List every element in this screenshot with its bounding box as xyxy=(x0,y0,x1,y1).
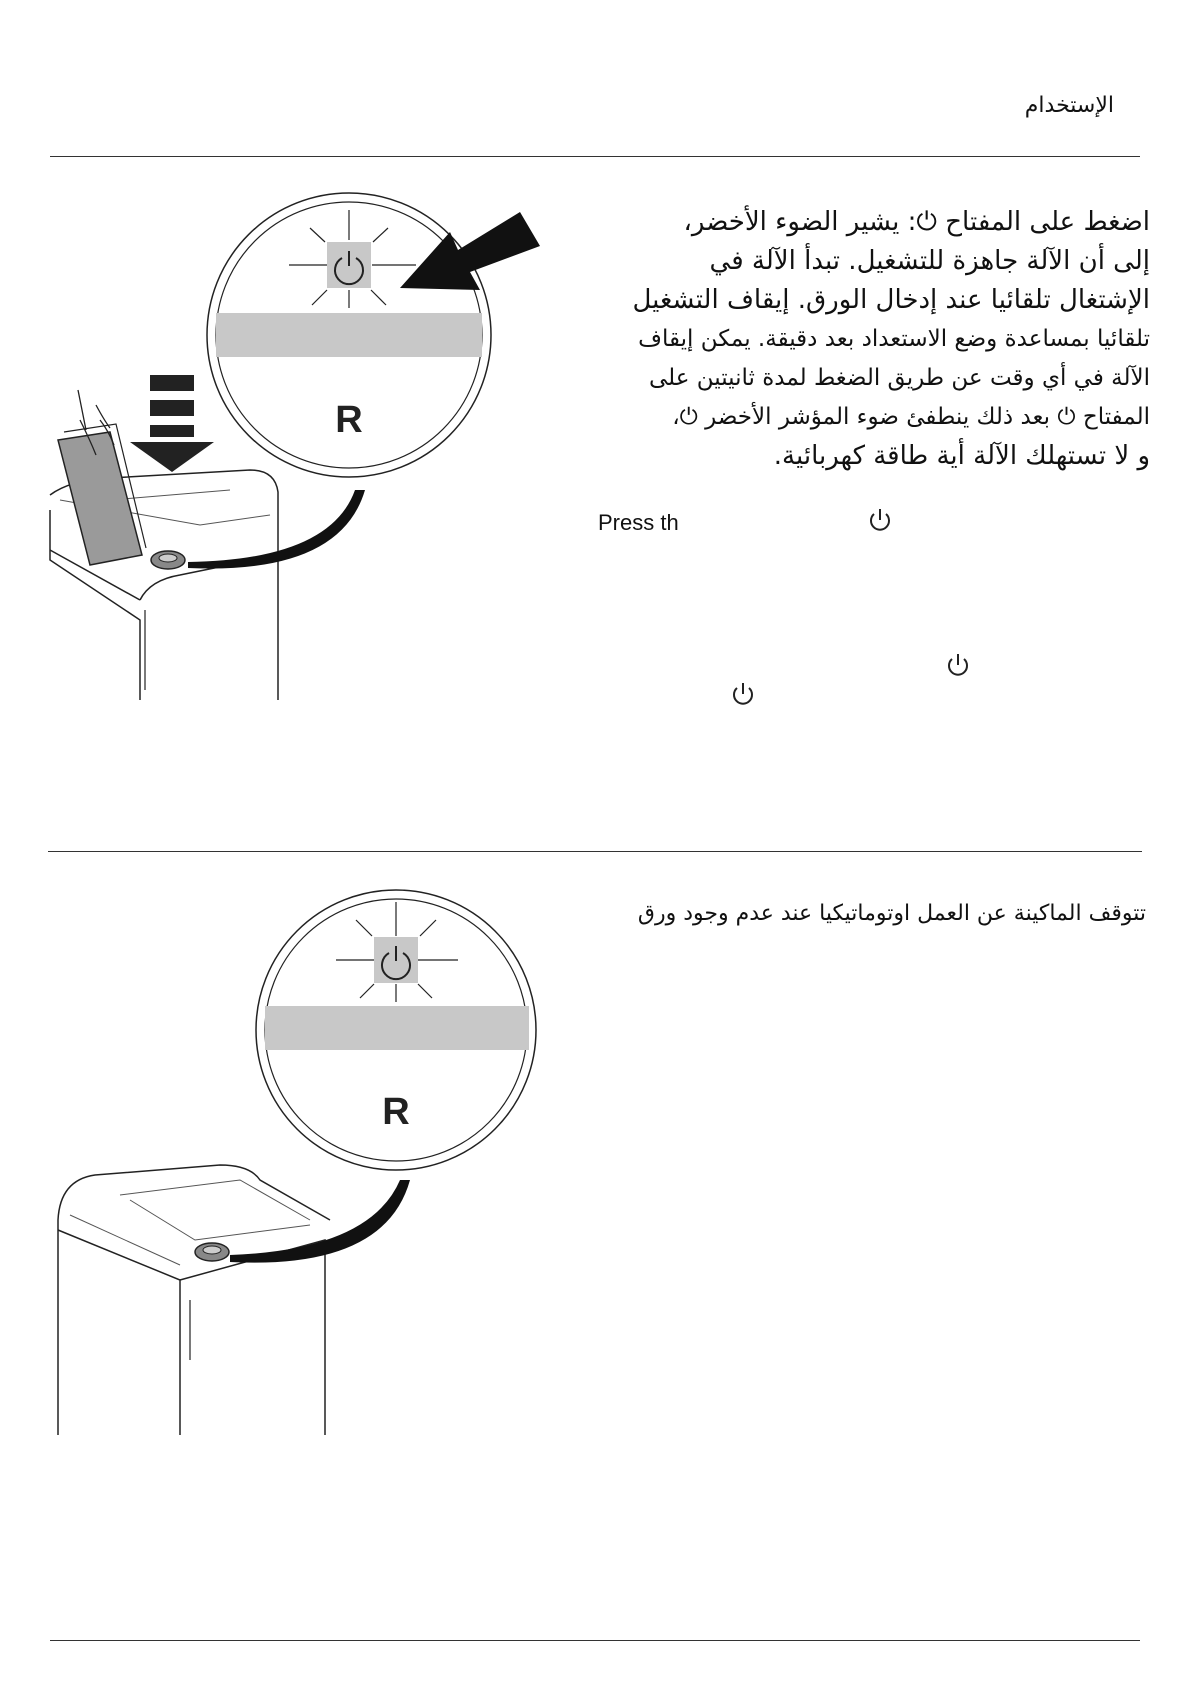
section-divider xyxy=(48,851,1142,852)
page-header-title: الإستخدام xyxy=(1024,93,1114,118)
section2-arabic-text: تتوقف الماكينة عن العمل اوتوماتيكيا عند عدم وجود ورق xyxy=(637,901,1146,926)
r-label: R xyxy=(382,1091,410,1133)
arabic-line: و لا تستهلك الآلة أية طاقة كهربائية. xyxy=(773,441,1150,471)
power-icon xyxy=(731,680,755,708)
footer-divider xyxy=(50,1640,1140,1641)
r-label: R xyxy=(335,399,363,441)
power-icon xyxy=(868,506,892,534)
arabic-line: إلى أن الآلة جاهزة للتشغيل. تبدأ الآلة في xyxy=(709,246,1150,276)
arabic-line: اضغط على المفتاح ⏻: يشير الضوء الأخضر، xyxy=(683,207,1150,237)
arabic-line: الآلة في أي وقت عن طريق الضغط لمدة ثانيتين على xyxy=(648,365,1150,391)
section1-arabic-text xyxy=(510,203,1150,476)
arabic-line: الإشتغال تلقائيا عند إدخال الورق. إيقاف التشغيل xyxy=(632,285,1150,315)
english-fragment: Press th xyxy=(598,510,679,535)
power-icon xyxy=(946,651,970,679)
shredder-auto-stop-illustration xyxy=(0,880,600,1440)
arabic-line: المفتاح ⏻ بعد ذلك ينطفئ ضوء المؤشر الأخضر ⏻، xyxy=(672,404,1150,430)
arabic-line: تلقائيا بمساعدة وضع الاستعداد بعد دقيقة. يمكن إيقاف xyxy=(638,326,1150,352)
